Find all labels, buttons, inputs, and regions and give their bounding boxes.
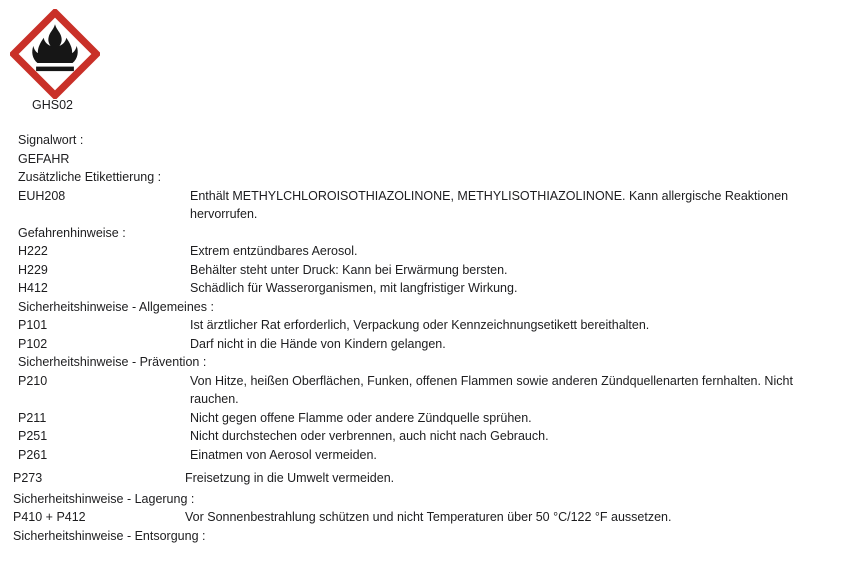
precaution-text: Einatmen von Aerosol vermeiden. bbox=[190, 447, 377, 462]
euh-row bbox=[0, 187, 846, 224]
hazard-code: H229 bbox=[18, 262, 48, 277]
euh-code: EUH208 bbox=[18, 188, 66, 203]
precaution-text: Von Hitze, heißen Oberflächen, Funken, offenen Flammen sowie anderen Zündquellenarten fernhalten. Nicht rauchen. bbox=[190, 373, 793, 406]
hazard-row bbox=[0, 242, 846, 261]
hazard-row bbox=[0, 279, 846, 298]
signal-word-label: Signalwort : bbox=[18, 133, 84, 147]
precaution-code: P261 bbox=[18, 447, 48, 462]
precaution-row bbox=[0, 508, 846, 527]
precaution-text: Darf nicht in die Hände von Kindern gelangen. bbox=[190, 336, 446, 351]
precaution-code: P251 bbox=[18, 429, 48, 443]
precaution-code: P101 bbox=[18, 318, 48, 332]
precaution-row bbox=[0, 409, 846, 428]
hazard-text: Schädlich für Wasserorganismen, mit langfristiger Wirkung. bbox=[190, 281, 518, 295]
precaution-text: Vor Sonnenbestrahlung schützen und nicht Temperaturen über 50 °C/122 °F aussetzen. bbox=[185, 510, 672, 524]
signal-word-value: GEFAHR bbox=[18, 151, 70, 166]
additional-labeling-header: Zusätzliche Etikettierung : bbox=[18, 170, 162, 184]
precaution-row bbox=[0, 469, 846, 488]
precaution-row bbox=[0, 335, 846, 354]
precaution-text: Freisetzung in die Umwelt vermeiden. bbox=[185, 471, 395, 485]
ghs02-pictogram bbox=[10, 9, 100, 99]
precaution-row bbox=[0, 427, 846, 446]
precaution-code: P273 bbox=[13, 471, 43, 485]
precaution-code: P211 bbox=[18, 410, 47, 425]
pictogram-code-label: GHS02 bbox=[32, 98, 73, 112]
precaution-disposal-header: Sicherheitshinweise - Entsorgung : bbox=[13, 528, 206, 543]
precaution-code: P102 bbox=[18, 336, 48, 351]
hazard-statements-header: Gefahrenhinweise : bbox=[18, 225, 126, 240]
hazard-code: H222 bbox=[18, 244, 48, 258]
precaution-code: P210 bbox=[18, 373, 48, 388]
precaution-row bbox=[0, 372, 846, 409]
precaution-code: P410 + P412 bbox=[13, 510, 86, 524]
precaution-general-header: Sicherheitshinweise - Allgemeines : bbox=[18, 299, 214, 314]
precaution-row bbox=[0, 316, 846, 335]
hazard-text: Behälter steht unter Druck: Kann bei Erwärmung bersten. bbox=[190, 262, 508, 277]
precaution-text: Nicht durchstechen oder verbrennen, auch nicht nach Gebrauch. bbox=[190, 429, 549, 443]
precaution-row bbox=[0, 446, 846, 465]
precaution-prevention-header: Sicherheitshinweise - Prävention : bbox=[18, 355, 207, 369]
precaution-text: Ist ärztlicher Rat erforderlich, Verpackung oder Kennzeichnungsetikett bereithalten. bbox=[190, 318, 650, 332]
hazard-row bbox=[0, 261, 846, 280]
flame-icon bbox=[10, 9, 100, 99]
precaution-text: Nicht gegen offene Flamme oder andere Zündquelle sprühen. bbox=[190, 410, 532, 425]
hazard-text: Extrem entzündbares Aerosol. bbox=[190, 244, 358, 258]
label-text-block bbox=[0, 131, 846, 545]
precaution-storage-header: Sicherheitshinweise - Lagerung : bbox=[13, 491, 195, 506]
hazard-code: H412 bbox=[18, 281, 48, 295]
euh-text: Enthält METHYLCHLOROISOTHIAZOLINONE, METHYLISOTHIAZOLINONE. Kann allergische Reaktionen hervorrufen. bbox=[190, 188, 789, 221]
